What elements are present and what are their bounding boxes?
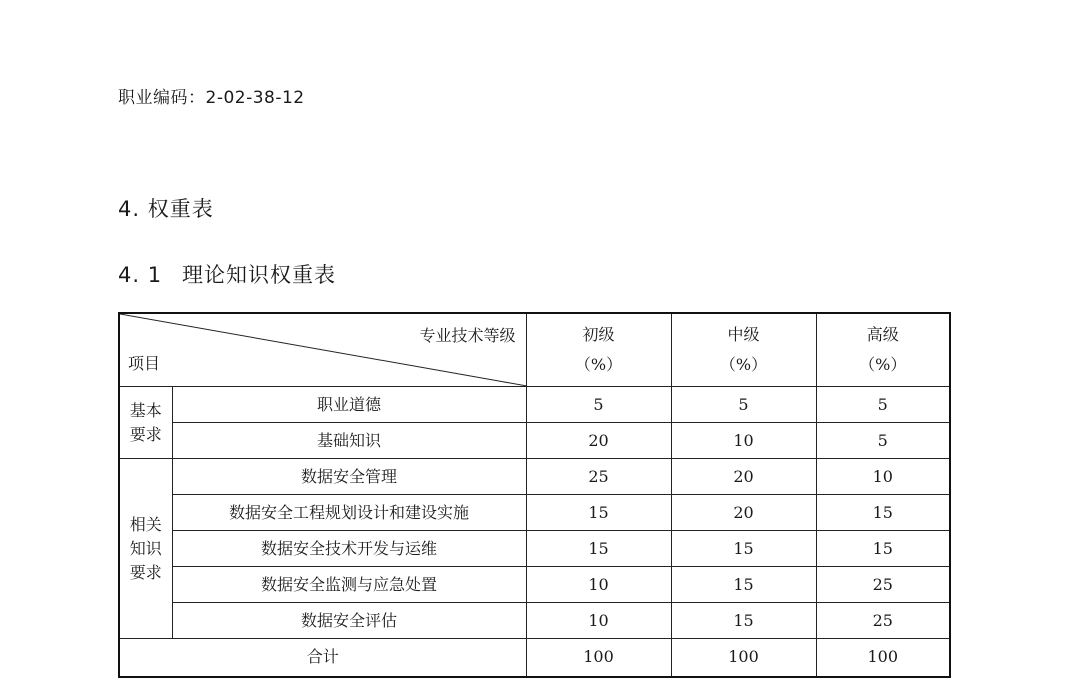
table-row	[119, 531, 950, 567]
value-cell: 15	[526, 531, 671, 567]
level-header-senior	[816, 313, 950, 387]
value-cell: 25	[816, 567, 950, 603]
item-cell: 职业道德	[172, 387, 526, 423]
subsection-heading	[118, 259, 336, 289]
value-cell: 10	[671, 423, 816, 459]
table-row	[119, 495, 950, 531]
total-label: 合计	[119, 639, 526, 677]
section-number: 4.	[118, 197, 141, 221]
diagonal-header-cell	[119, 313, 526, 387]
category-line: 基本	[129, 400, 162, 420]
value-cell: 5	[816, 423, 950, 459]
total-value: 100	[526, 639, 671, 677]
level-unit: （%）	[574, 355, 623, 374]
item-cell: 数据安全监测与应急处置	[172, 567, 526, 603]
subsection-number: 4. 1	[118, 263, 163, 287]
section-heading	[118, 193, 214, 223]
item-cell: 数据安全评估	[172, 603, 526, 639]
table-row	[119, 459, 950, 495]
value-cell: 25	[816, 603, 950, 639]
category-line: 要求	[129, 562, 162, 582]
value-cell: 15	[671, 567, 816, 603]
category-line: 知识	[129, 538, 162, 558]
value-cell: 5	[816, 387, 950, 423]
category-basic-requirements	[119, 387, 172, 459]
level-header-junior	[526, 313, 671, 387]
level-name: 初级	[582, 325, 615, 344]
table-row	[119, 423, 950, 459]
value-cell: 15	[671, 531, 816, 567]
header-row	[119, 313, 950, 387]
value-cell: 10	[816, 459, 950, 495]
level-unit: （%）	[719, 355, 768, 374]
category-line: 相关	[129, 514, 162, 534]
level-name: 高级	[866, 325, 899, 344]
level-name: 中级	[727, 325, 760, 344]
value-cell: 5	[671, 387, 816, 423]
item-cell: 数据安全技术开发与运维	[172, 531, 526, 567]
total-row	[119, 639, 950, 677]
header-item-label: 项目	[128, 354, 161, 373]
value-cell: 15	[816, 495, 950, 531]
category-related-knowledge	[119, 459, 172, 639]
value-cell: 15	[526, 495, 671, 531]
value-cell: 20	[671, 495, 816, 531]
table-row	[119, 567, 950, 603]
value-cell: 20	[671, 459, 816, 495]
section-title: 权重表	[147, 197, 214, 221]
weights-table	[118, 312, 951, 678]
value-cell: 20	[526, 423, 671, 459]
total-value: 100	[671, 639, 816, 677]
value-cell: 15	[816, 531, 950, 567]
value-cell: 10	[526, 603, 671, 639]
item-cell: 数据安全管理	[172, 459, 526, 495]
value-cell: 15	[671, 603, 816, 639]
occupation-code: 职业编码：2-02-38-12	[118, 88, 305, 108]
item-cell: 基础知识	[172, 423, 526, 459]
total-value: 100	[816, 639, 950, 677]
table-row	[119, 387, 950, 423]
level-unit: （%）	[859, 355, 907, 374]
level-header-intermediate	[671, 313, 816, 387]
subsection-title: 理论知识权重表	[182, 263, 336, 287]
category-line: 要求	[129, 424, 162, 444]
value-cell: 5	[526, 387, 671, 423]
item-cell: 数据安全工程规划设计和建设实施	[172, 495, 526, 531]
value-cell: 25	[526, 459, 671, 495]
header-level-label: 专业技术等级	[419, 326, 516, 345]
value-cell: 10	[526, 567, 671, 603]
table-row	[119, 603, 950, 639]
